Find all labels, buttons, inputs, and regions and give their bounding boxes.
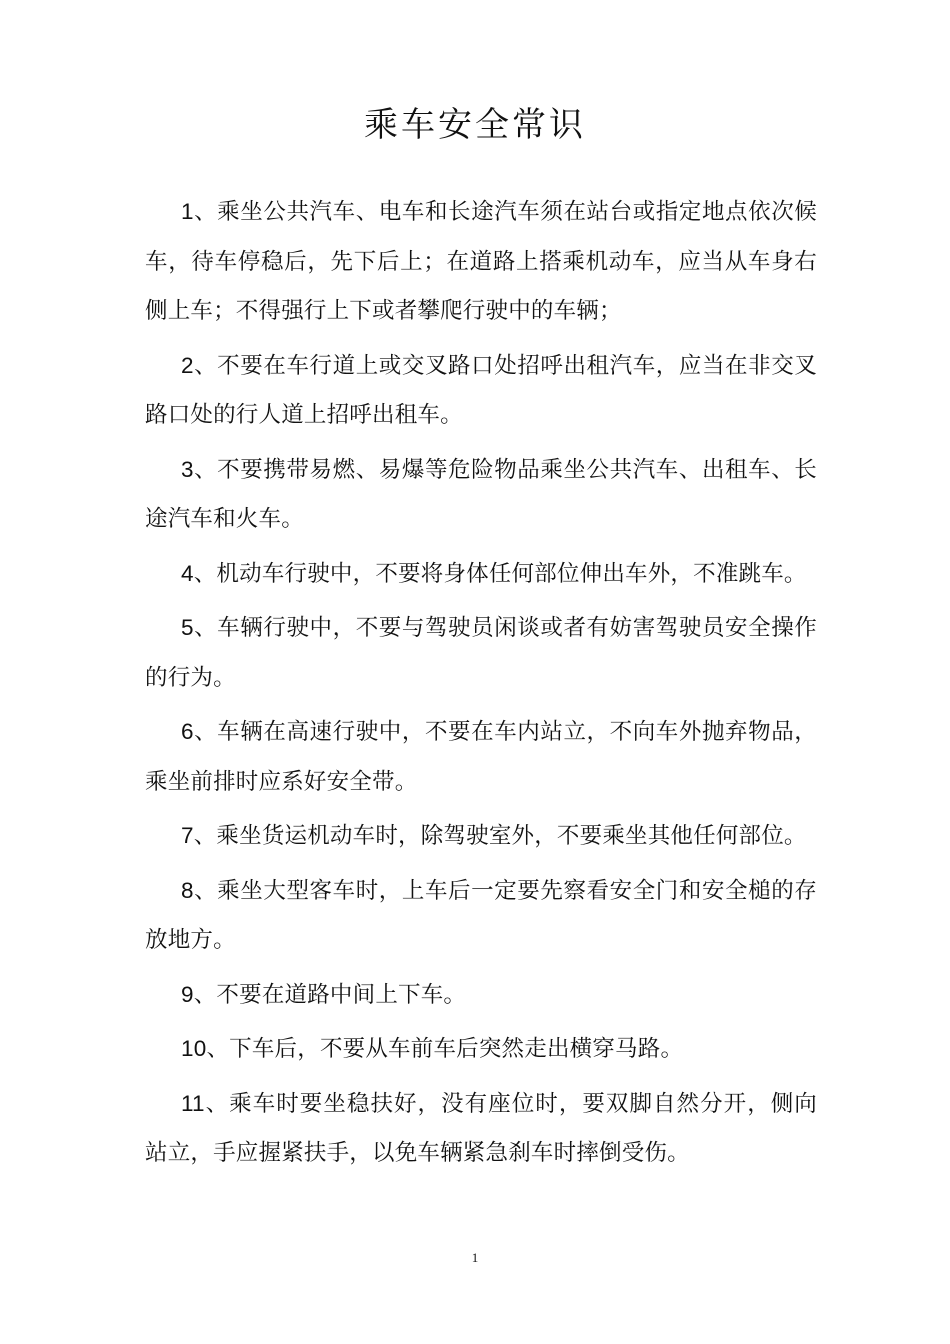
item-text: 、乘坐货运机动车时，除驾驶室外，不要乘坐其他任何部位。 xyxy=(193,823,807,849)
item-text: 、车辆行驶中，不要与驾驶员闲谈或者有妨害驾驶员安全操作的行为。 xyxy=(145,615,817,691)
list-item xyxy=(145,445,817,545)
list-item xyxy=(145,811,817,862)
item-text: 、乘坐大型客车时，上车后一定要先察看安全门和安全槌的存放地方。 xyxy=(145,877,817,953)
item-text: 、机动车行驶中，不要将身体任何部位伸出车外，不准跳车。 xyxy=(193,560,807,587)
item-number: 3 xyxy=(181,456,194,482)
list-item xyxy=(145,341,817,441)
item-number: 11 xyxy=(181,1090,205,1116)
list-item xyxy=(145,1024,817,1075)
page-title: 乘车安全常识 xyxy=(364,105,586,145)
page-number: 1 xyxy=(471,1250,479,1265)
item-text: 、下车后，不要从车前车后突然走出横穿马路。 xyxy=(206,1036,684,1062)
item-number: 2 xyxy=(181,352,194,378)
document-body xyxy=(145,187,817,1183)
item-text: 、不要在道路中间上下车。 xyxy=(193,981,467,1008)
list-item xyxy=(145,866,817,966)
list-item xyxy=(145,1079,817,1179)
item-number: 7 xyxy=(181,823,194,848)
item-text: 、车辆在高速行驶中，不要在车内站立，不向车外抛弃物品，乘坐前排时应系好安全带。 xyxy=(145,719,817,795)
item-number: 1 xyxy=(181,199,194,224)
item-number: 10 xyxy=(181,1036,207,1061)
item-number: 6 xyxy=(181,719,194,744)
item-text: 、不要携带易燃、易爆等危险物品乘坐公共汽车、出租车、长途汽车和火车。 xyxy=(145,456,817,532)
list-item xyxy=(145,970,817,1021)
list-item xyxy=(145,187,817,337)
list-item xyxy=(145,603,817,703)
item-number: 4 xyxy=(181,560,194,586)
list-item xyxy=(145,707,817,807)
item-text: 、乘车时要坐稳扶好，没有座位时，要双脚自然分开，侧向站立，手应握紧扶手，以免车辆紧急刹车时摔倒受伤。 xyxy=(145,1090,817,1166)
item-text: 、不要在车行道上或交叉路口处招呼出租汽车，应当在非交叉路口处的行人道上招呼出租车。 xyxy=(145,352,817,428)
item-text: 、乘坐公共汽车、电车和长途汽车须在站台或指定地点依次候车，待车停稳后，先下后上；在道路上搭乘机动车，应当从车身右侧上车；不得强行上下或者攀爬行驶中的车辆； xyxy=(145,199,817,324)
item-number: 8 xyxy=(181,877,194,903)
item-number: 9 xyxy=(181,981,194,1007)
item-number: 5 xyxy=(181,615,194,640)
list-item xyxy=(145,549,817,600)
